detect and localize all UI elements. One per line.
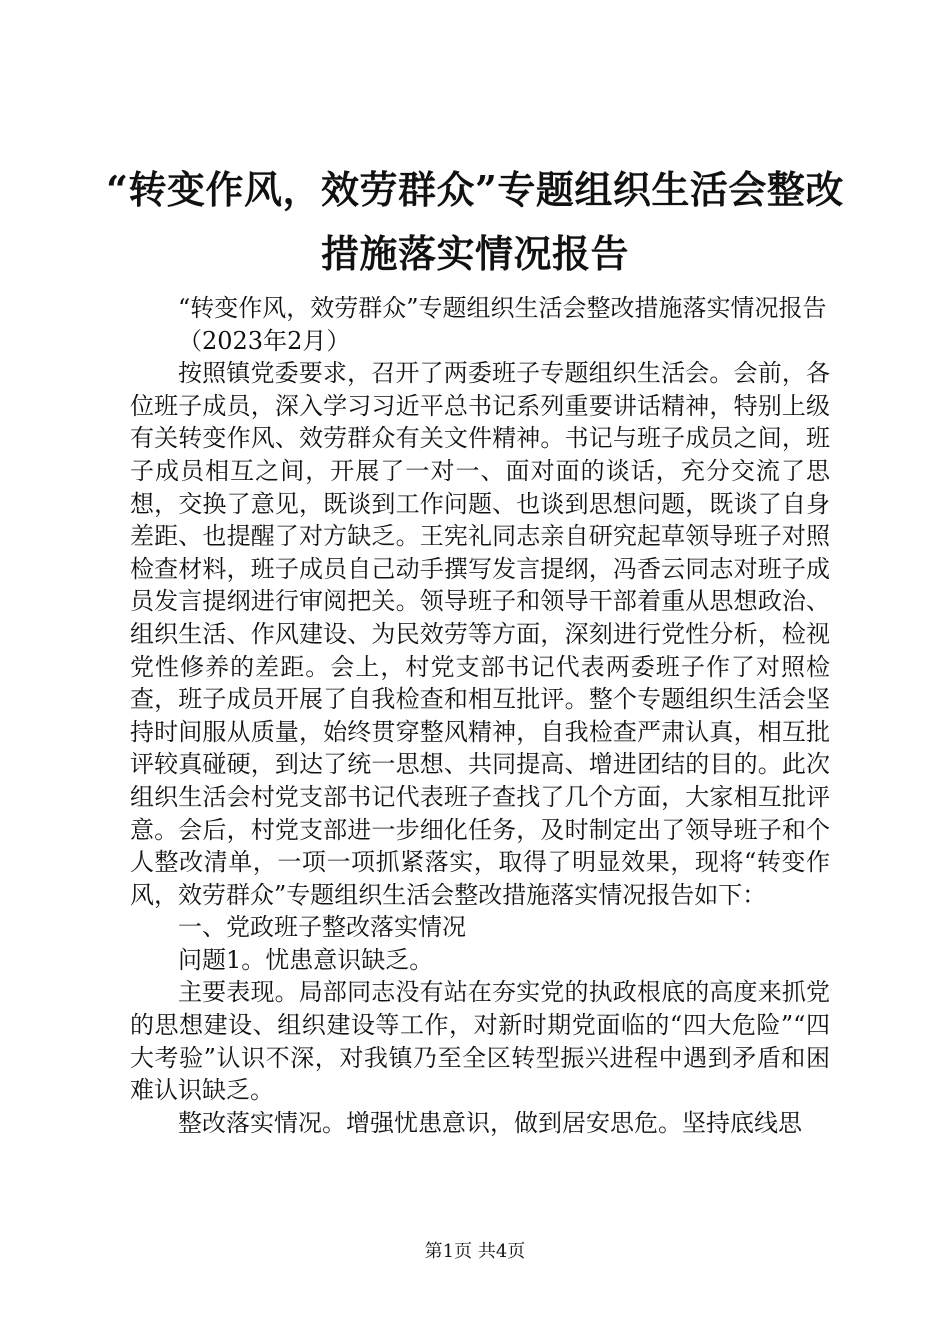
intro-paragraph: 按照镇党委要求，召开了两委班子专题组织生活会。会前，各位班子成员，深入学习习近平总书记系列重要讲话精神，特别上级有关转变作风、效劳群众有关文件精神。书记与班子成员之间，班子成员相互之间，开展了一对一、面对面的谈话，充分交流了思想，交换了意见，既谈到工作问题、也谈到思想问题，既谈了自身差距、也提醒了对方缺乏。王宪礼同志亲自研究起草领导班子对照检查材料，班子成员自己动手撰写发言提纲，冯香云同志对班子成员发言提纲进行审阅把关。领导班子和领导干部着重从思想政治、组织生活、作风建设、为民效劳等方面，深刻进行党性分析，检视党性修养的差距。会上，村党支部书记代表两委班子作了对照检查，班子成员开展了自我检查和相互批评。整个专题组织生活会坚持时间服从质量，始终贯穿整风精神，自我检查严肃认真，相互批评较真碰硬，到达了统一思想、共同提高、增进团结的目的。此次组织生活会村党支部书记代表班子查找了几个方面，大家相互批评意。会后，村党支部进一步细化任务，及时制定出了领导班子和个人整改清单，一项一项抓紧落实，取得了明显效果，现将“转变作风，效劳群众”专题组织生活会整改措施落实情况报告如下：	[130, 359, 830, 909]
document-body	[130, 292, 830, 1139]
subtitle-paragraph: “转变作风，效劳群众”专题组织生活会整改措施落实情况报告	[178, 294, 827, 322]
section-heading: 一、党政班子整改落实情况	[178, 913, 466, 942]
rectification-paragraph: 整改落实情况。增强忧患意识，做到居安思危。坚持底线思	[178, 1108, 802, 1137]
document-title: “转变作风，效劳群众”专题组织生活会整改措施落实情况报告	[106, 167, 844, 276]
date-paragraph: （2023年2月）	[178, 326, 351, 355]
manifestation-paragraph: 主要表现。局部同志没有站在夯实党的执政根底的高度来抓党的思想建设、组织建设等工作，对新时期党面临的“四大危险”“四大考验”认识不深，对我镇乃至全区转型振兴进程中遇到矛盾和困难认识缺乏。	[130, 978, 830, 1105]
page-footer: 第1页 共4页	[424, 1241, 526, 1262]
problem-heading: 问题1。忧患意识缺乏。	[178, 945, 434, 974]
